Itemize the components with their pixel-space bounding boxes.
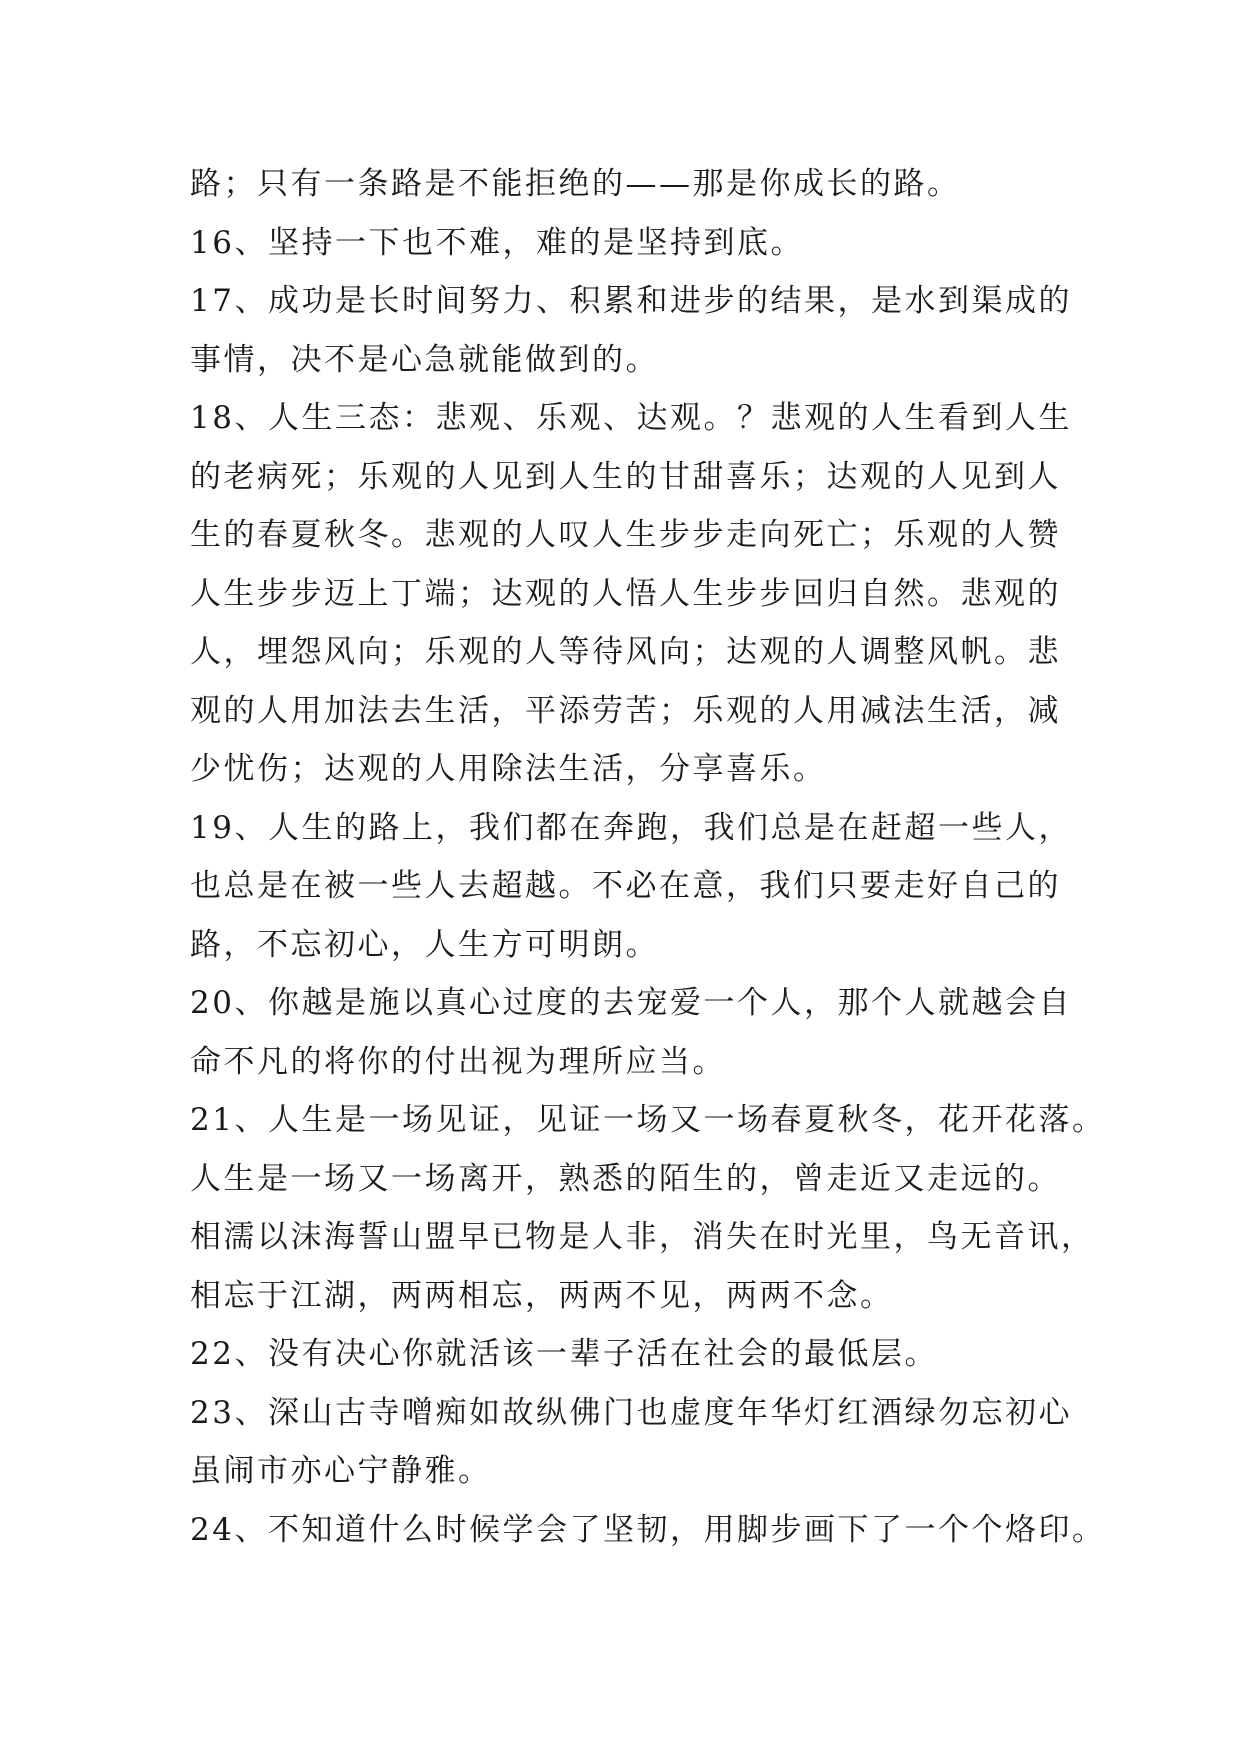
text-line: 24、不知道什么时候学会了坚韧，用脚步画下了一个个烙印。: [190, 1511, 1106, 1548]
text-line: 18、人生三态：悲观、乐观、达观。？悲观的人生看到人生: [190, 400, 1072, 436]
text-line: 命不凡的将你的付出视为理所应当。: [190, 1043, 726, 1080]
text-line: 人生步步迈上丁端；达观的人悟人生步步回归自然。悲观的: [190, 575, 1061, 612]
text-line: 22、没有决心你就活该一辈子活在社会的最低层。: [190, 1336, 938, 1372]
text-line: 人，埋怨风向；乐观的人等待风向；达观的人调整风帆。悲: [190, 634, 1061, 670]
text-line: 事情，决不是心急就能做到的。: [190, 341, 659, 378]
text-line: 生的春夏秋冬。悲观的人叹人生步步走向死亡；乐观的人赞: [190, 517, 1061, 553]
text-line: 人生是一场又一场离开，熟悉的陌生的，曾走近又走远的。: [190, 1160, 1061, 1197]
text-line: 的老病死；乐观的人见到人生的甘甜喜乐；达观的人见到人: [190, 458, 1061, 495]
text-line: 虽闹市亦心宁静雅。: [190, 1453, 492, 1489]
text-line: 23、深山古寺噌痴如故纵佛门也虚度年华灯红酒绿勿忘初心: [190, 1394, 1072, 1431]
text-line: 相濡以沫海誓山盟早已物是人非，消失在时光里，鸟无音讯，: [190, 1219, 1095, 1255]
body-text: [190, 155, 1106, 1559]
text-line: 路；只有一条路是不能拒绝的——那是你成长的路。: [190, 166, 961, 202]
text-line: 少忧伤；达观的人用除法生活，分享喜乐。: [190, 751, 827, 787]
text-line: 20、你越是施以真心过度的去宠爱一个人，那个人就越会自: [190, 985, 1072, 1021]
text-line: 17、成功是长时间努力、积累和进步的结果，是水到渠成的: [190, 283, 1072, 319]
text-line: 路，不忘初心，人生方可明朗。: [190, 926, 659, 963]
text-line: 也总是在被一些人去超越。不必在意，我们只要走好自己的: [190, 868, 1061, 904]
text-line: 19、人生的路上，我们都在奔跑，我们总是在赶超一些人，: [190, 809, 1072, 846]
text-line: 16、坚持一下也不难，难的是坚持到底。: [190, 224, 804, 261]
text-line: 相忘于江湖，两两相忘，两两不见，两两不念。: [190, 1277, 894, 1314]
text-line: 观的人用加法去生活，平添劳苦；乐观的人用减法生活，减: [190, 692, 1061, 729]
text-line: 21、人生是一场见证，见证一场又一场春夏秋冬，花开花落。: [190, 1102, 1106, 1138]
